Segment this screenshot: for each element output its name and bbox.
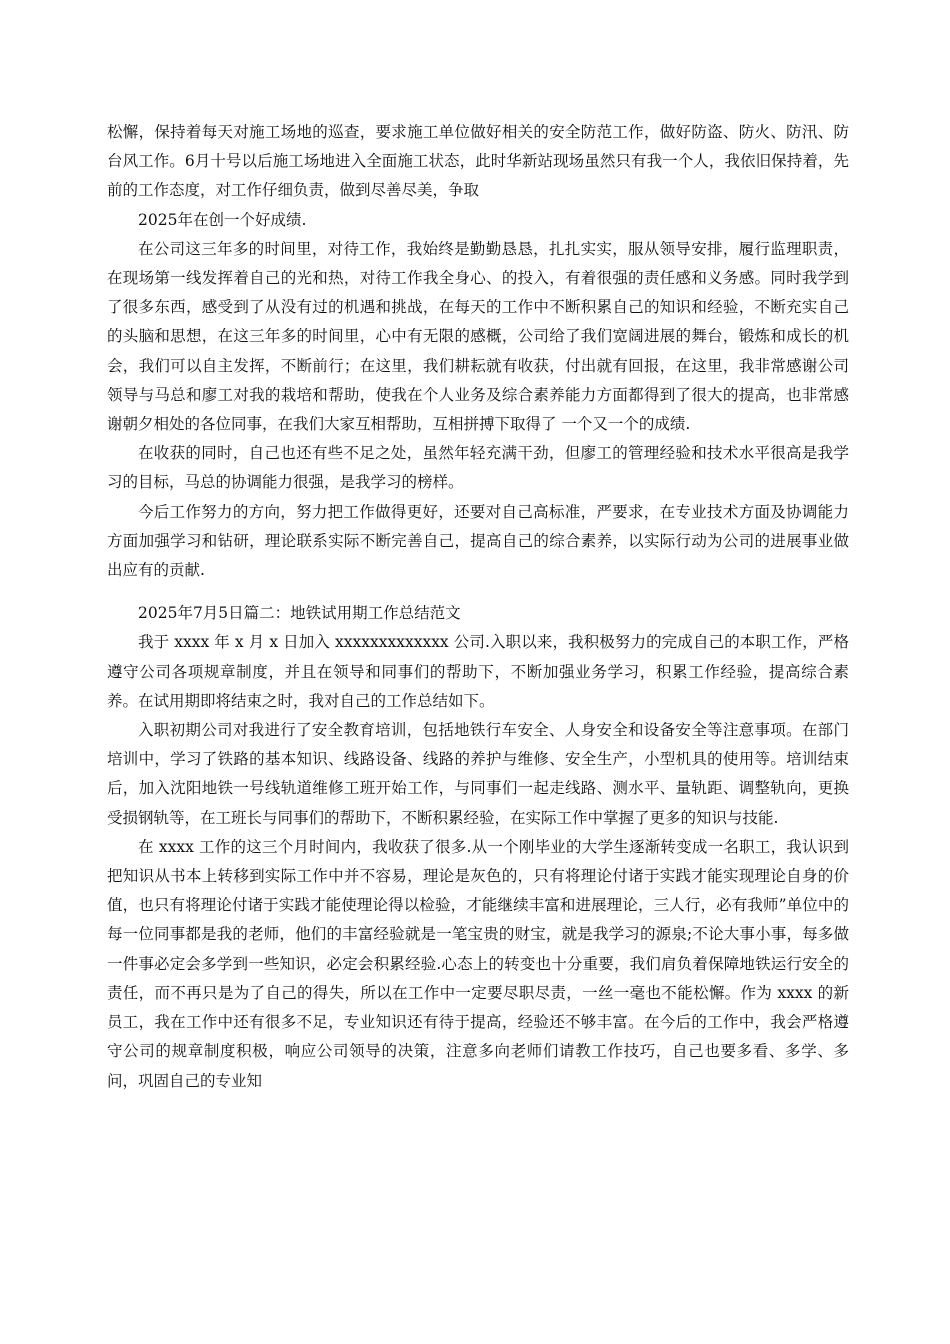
paragraph-joining: 我于 xxxx 年 x 月 x 日加入 xxxxxxxxxxxxx 公司.入职以来，我积极努力的完成自己的本职工作，严格遵守公司各项规章制度，并且在领导和同事们的帮助下，不断加强业务学习，积累工作经验，提高综合素养。在试用期即将结束之时，我对自己的工作总结如下。 [107,633,849,710]
paragraph-training: 入职初期公司对我进行了安全教育培训，包括地铁行车安全、人身安全和设备安全等注意事项。在部门培训中，学习了铁路的基本知识、线路设备、线路的养护与维修、安全生产，小型机具的使用等。培训结束后，加入沈阳地铁一号线轨道维修工班开始工作，与同事们一起走线路、测水平、量轨距、调整轨向，更换受损钢轨等，在工班长与同事们的帮助下，不断积累经验，在实际工作中掌握了更多的知识与技能. [107,721,849,827]
paragraph-future-direction: 今后工作努力的方向，努力把工作做得更好，还要对自己高标准，严要求，在专业技术方面及协调能力方面加强学习和钻研，理论联系实际不断完善自己，提高自己的综合素养，以实际行动为公司的进展事业做出应有的贡献. [107,502,849,580]
paragraph-continuation: 松懈，保持着每天对施工场地的巡查，要求施工单位做好相关的安全防范工作，做好防盗、防火、防汛、防台风工作。6月十号以后施工场地进入全面施工状态，此时华新站现场虽然只有我一个人，我依旧保持着，先前的工作态度，对工作仔细负责，做到尽善尽美，争取 [107,123,849,200]
document-page [107,118,849,1096]
paragraph-shortcomings: 在收获的同时，自己也还有些不足之处，虽然年轻充满干劲，但廖工的管理经验和技术水平很高是我学习的目标，马总的协调能力很强，是我学习的榜样。 [107,444,849,492]
paragraph-three-months: 在 xxxx 工作的这三个月时间内，我收获了很多.从一个刚毕业的大学生逐渐转变成一名职工，我认识到把知识从书本上转移到实际工作中并不容易，理论是灰色的，只有将理论付诸于实践才能实现理论自身的价值，也只有将理论付诸于实践才能使理论得以检验，才能继续丰富和进展理论，三人行，必有我师”单位中的每一位同事都是我的老师，他们的丰富经验就是一笔宝贵的财宝，就是我学习的源泉;不论大事小事，每多做一件事必定会多学到一些知识，必定会积累经验.心态上的转变也十分重要，我们肩负着保障地铁运行安全的责任，而不再只是为了自己的得失，所以在工作中一定要尽职尽责，一丝一毫也不能松懈。作为 xxxx 的新员工，我在工作中还有很多不足，专业知识还有待于提高，经验还不够丰富。在今后的工作中，我会严格遵守公司的规章制度积极，响应公司领导的决策，注意多向老师们请教工作技巧，自己也要多看、多学、多问，巩固自己的专业知 [107,837,850,1090]
paragraph-three-years: 在公司这三年多的时间里，对待工作，我始终是勤勤恳恳，扎扎实实，服从领导安排，履行监理职责，在现场第一线发挥着自己的光和热，对待工作我全身心、的投入，有着很强的责任感和义务感。同时我学到了很多东西，感受到了从没有过的机遇和挑战，在每天的工作中不断积累自己的知识和经验，不断充实自己的头脑和思想，在这三年多的时间里，心中有无限的感概，公司给了我们宽阔进展的舞台，锻炼和成长的机会，我们可以自主发挥，不断前行；在这里，我们耕耘就有收获，付出就有回报，在这里，我非常感谢公司领导与马总和廖工对我的栽培和帮助，使我在个人业务及综合素养能力方面都得到了很大的提高，也非常感谢朝夕相处的各位同事，在我们大家互相帮助，互相拼搏下取得了 一个又一个的成绩. [107,239,849,434]
section-heading: 2025年7月5日篇二：地铁试用期工作总结范文 [138,604,461,623]
paragraph-date-line: 2025年在创一个好成绩. [138,210,307,229]
